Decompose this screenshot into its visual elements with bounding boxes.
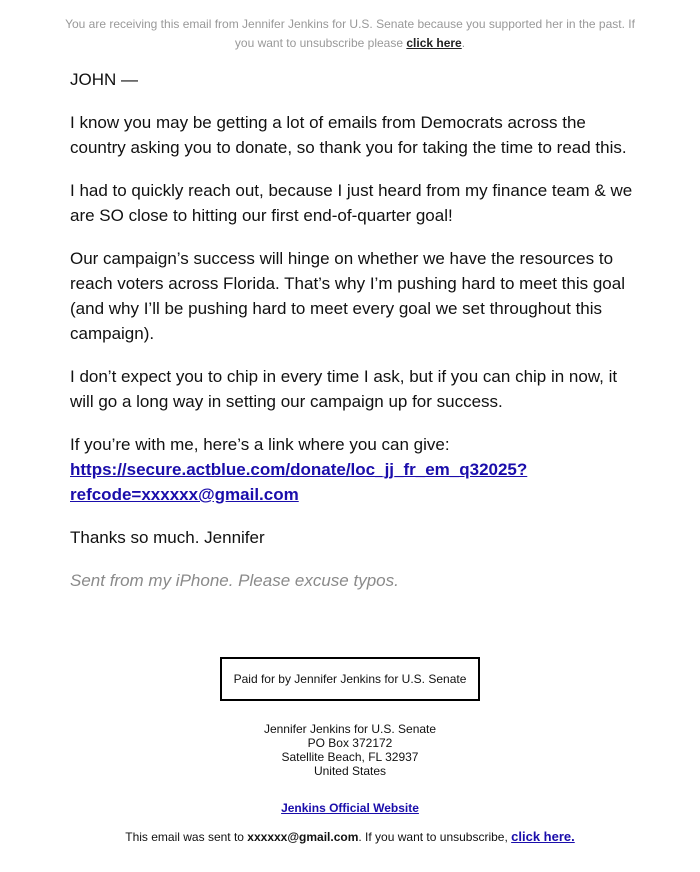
unsubscribe-notice: [55, 15, 645, 53]
address-line: Jennifer Jenkins for U.S. Senate: [263, 722, 437, 736]
signoff: Thanks so much. Jennifer: [70, 528, 265, 547]
address-line: Satellite Beach, FL 32937: [281, 750, 419, 764]
email-body: [70, 67, 640, 611]
donate-link-line1[interactable]: https://secure.actblue.com/donate/loc_jj_fr_em_q32025?: [70, 460, 528, 479]
footer-unsubscribe-link[interactable]: click here.: [511, 829, 575, 844]
sent-to-suffix: . If you want to unsubscribe,: [358, 830, 512, 844]
sent-to-prefix: This email was sent to: [125, 830, 248, 844]
signature: Sent from my iPhone. Please excuse typos.: [70, 571, 399, 590]
paragraph: I don’t expect you to chip in every time I ask, but if you can chip in now, it will go a long way in setting our campaign up for success.: [70, 367, 618, 411]
greeting: JOHN —: [70, 70, 138, 89]
address-line: United States: [313, 764, 387, 778]
notice-text: You are receiving this email from Jennifer Jenkins for U.S. Senate because you supported her in the past. If you want to unsubscribe please: [65, 17, 635, 50]
recipient-email: xxxxxx@gmail.com: [247, 830, 359, 844]
paragraph: Our campaign’s success will hinge on whether we have the resources to reach voters across Florida. That’s why I’m pushing hard to meet this goal (and why I’ll be pushing hard to meet every goal we set throughout this campaign).: [70, 249, 625, 343]
mailing-address: [0, 722, 700, 778]
notice-end: .: [461, 36, 466, 50]
donate-paragraph: [70, 432, 640, 507]
paragraph: I had to quickly reach out, because I just heard from my finance team & we are SO close to hitting our first end-of-quarter goal!: [70, 181, 633, 225]
paragraph: I know you may be getting a lot of emails from Democrats across the country asking you to donate, so thank you for taking the time to read this.: [70, 113, 627, 157]
paid-for-box: Paid for by Jennifer Jenkins for U.S. Senate: [220, 657, 480, 701]
official-website-link[interactable]: Jenkins Official Website: [281, 801, 419, 815]
top-unsubscribe-link[interactable]: click here: [406, 36, 462, 50]
donate-link[interactable]: [70, 460, 527, 504]
link-intro: If you’re with me, here’s a link where you can give:: [70, 435, 450, 454]
sent-to-notice: [0, 829, 700, 844]
address-line: PO Box 372172: [307, 736, 393, 750]
donate-link-line2[interactable]: refcode=xxxxxx@gmail.com: [70, 485, 299, 504]
